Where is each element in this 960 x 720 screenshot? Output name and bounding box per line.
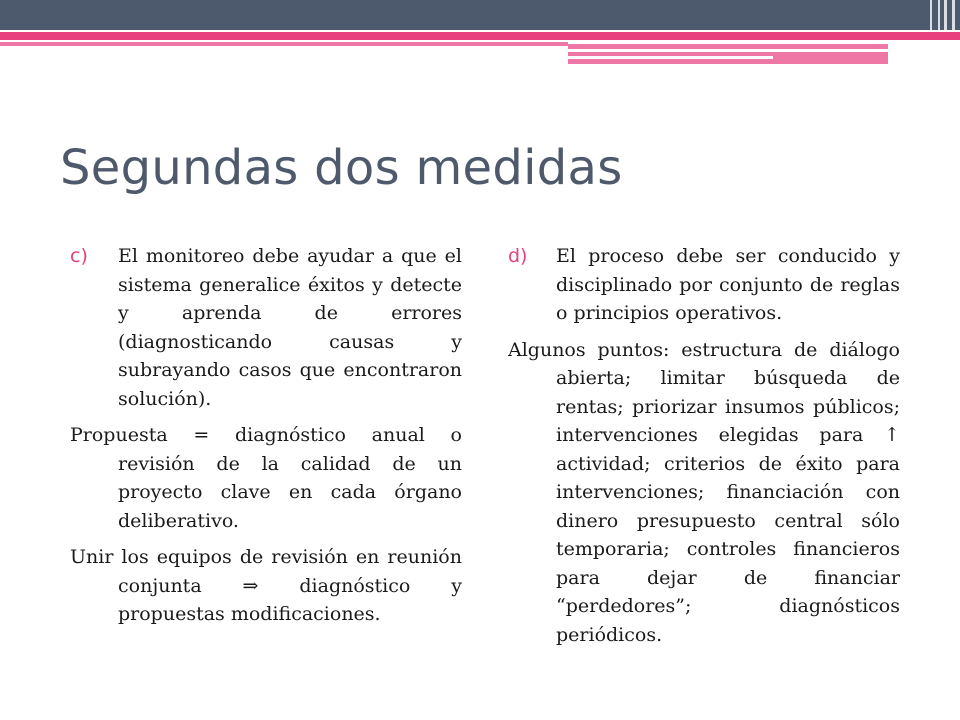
list-marker: c) bbox=[70, 245, 88, 267]
accent-line bbox=[0, 32, 960, 40]
accent-gap bbox=[568, 56, 773, 59]
accent-gap bbox=[888, 44, 960, 64]
list-item-text: El proceso debe ser conducido y disciplinado por conjunto de reglas o principios operativos. bbox=[556, 245, 900, 324]
list-item-text: El monitoreo debe ayudar a que el sistema generalice éxitos y detecte y aprenda de errores (diagnosticando causas y subrayando casos que encontraron solución). bbox=[118, 245, 462, 410]
list-marker: d) bbox=[508, 245, 528, 267]
proposal-paragraph: Propuesta = diagnóstico anual o revisión de la calidad de un proyecto clave en cada órgano deliberativo. bbox=[70, 424, 462, 532]
header-bar bbox=[0, 0, 960, 30]
list-item-d bbox=[508, 242, 900, 328]
header-stripe bbox=[952, 0, 955, 30]
slide-title: Segundas dos medidas bbox=[60, 140, 623, 196]
left-column bbox=[70, 242, 462, 629]
right-column bbox=[508, 242, 900, 649]
accent-line-secondary bbox=[0, 42, 568, 46]
key-points-paragraph: Algunos puntos: estructura de diálogo abierta; limitar búsqueda de rentas; priorizar insumos públicos; intervenciones elegidas para ↑ actividad; criterios de éxito para intervenciones; financiación con dinero presupuesto central sólo temporaria; controles financieros para dejar de financiar “perdedores”; diagnósticos periódicos. bbox=[508, 338, 900, 646]
header-stripe bbox=[944, 0, 947, 30]
list-item-c bbox=[70, 242, 462, 413]
header-stripe bbox=[938, 0, 940, 30]
accent-gap bbox=[568, 49, 888, 52]
header-stripe bbox=[930, 0, 932, 30]
review-teams-paragraph: Unir los equipos de revisión en reunión conjunta ⇒ diagnóstico y propuestas modificaciones. bbox=[70, 546, 462, 625]
